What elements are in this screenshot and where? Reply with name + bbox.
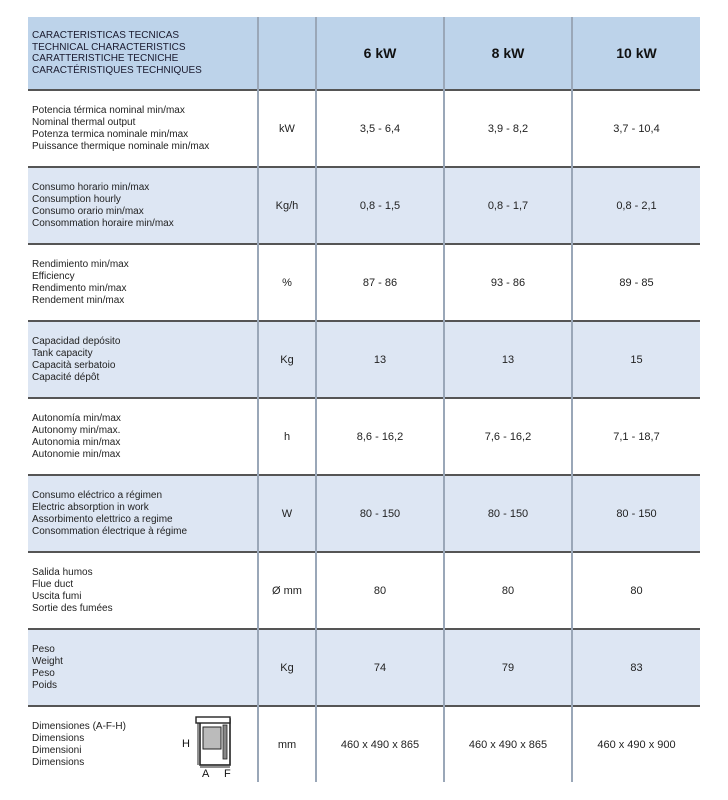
row-value-efficiency-10kw: 89 - 85 bbox=[572, 244, 700, 321]
header-unit-cell bbox=[258, 17, 316, 90]
row-label-line: Uscita fumi bbox=[32, 590, 82, 602]
row-label-line: Efficiency bbox=[32, 270, 75, 282]
row-label-line: Rendement min/max bbox=[32, 294, 125, 306]
row-label-line: Autonomie min/max bbox=[32, 448, 121, 460]
row-label-line: Consommation électrique à régime bbox=[32, 525, 188, 537]
table-row-tank-capacity bbox=[28, 321, 700, 398]
row-label-line: Flue duct bbox=[32, 578, 74, 590]
row-value-efficiency-6kw: 87 - 86 bbox=[316, 244, 444, 321]
row-value-autonomy-10kw: 7,1 - 18,7 bbox=[572, 398, 700, 475]
table-row-efficiency bbox=[28, 244, 700, 321]
technical-characteristics-sheet bbox=[28, 17, 700, 782]
row-label-line: Consumo eléctrico a régimen bbox=[32, 489, 163, 501]
row-value-autonomy-6kw: 8,6 - 16,2 bbox=[316, 398, 444, 475]
row-label-line: Poids bbox=[32, 679, 58, 691]
row-unit-efficiency: % bbox=[258, 244, 316, 321]
header-title-fr: CARACTÉRISTIQUES TECHNIQUES bbox=[32, 64, 202, 76]
row-label-line: Consumption hourly bbox=[32, 193, 121, 205]
row-unit-tank-capacity: Kg bbox=[258, 321, 316, 398]
spec-table bbox=[28, 17, 700, 782]
row-label-line: Consumo horario min/max bbox=[32, 181, 150, 193]
row-label-line: Rendimento min/max bbox=[32, 282, 127, 294]
table-row-hourly-consumption bbox=[28, 167, 700, 244]
row-value-thermal-output-6kw: 3,5 - 6,4 bbox=[316, 90, 444, 167]
row-label-line: Consommation horaire min/max bbox=[32, 217, 174, 229]
row-label-hourly-consumption bbox=[28, 167, 258, 244]
row-label-thermal-output bbox=[28, 90, 258, 167]
row-value-weight-10kw: 83 bbox=[572, 629, 700, 706]
row-value-thermal-output-8kw: 3,9 - 8,2 bbox=[444, 90, 572, 167]
row-value-dimensions-8kw: 460 x 490 x 865 bbox=[444, 706, 572, 782]
row-value-tank-capacity-8kw: 13 bbox=[444, 321, 572, 398]
row-unit-flue-duct: Ø mm bbox=[258, 552, 316, 629]
row-label-line: Autonomy min/max. bbox=[32, 424, 121, 436]
table-row-dimensions bbox=[28, 706, 700, 782]
row-label-line: Salida humos bbox=[32, 566, 93, 578]
row-value-thermal-output-10kw: 3,7 - 10,4 bbox=[572, 90, 700, 167]
table-header-row bbox=[28, 17, 700, 90]
row-label-weight bbox=[28, 629, 258, 706]
row-value-hourly-consumption-8kw: 0,8 - 1,7 bbox=[444, 167, 572, 244]
row-label-line: Autonomia min/max bbox=[32, 436, 121, 448]
row-value-weight-8kw: 79 bbox=[444, 629, 572, 706]
row-label-line: Capacidad depósito bbox=[32, 335, 121, 347]
header-title-en: TECHNICAL CHARACTERISTICS bbox=[32, 41, 186, 53]
row-value-dimensions-6kw: 460 x 490 x 865 bbox=[316, 706, 444, 782]
row-unit-thermal-output: kW bbox=[258, 90, 316, 167]
row-value-electric-absorption-8kw: 80 - 150 bbox=[444, 475, 572, 552]
row-label-tank-capacity bbox=[28, 321, 258, 398]
row-value-hourly-consumption-6kw: 0,8 - 1,5 bbox=[316, 167, 444, 244]
row-label-line: Electric absorption in work bbox=[32, 501, 149, 513]
stove-dimensions-diagram bbox=[176, 715, 246, 777]
row-label-line: Consumo orario min/max bbox=[32, 205, 144, 217]
row-value-electric-absorption-10kw: 80 - 150 bbox=[572, 475, 700, 552]
header-model-10kw: 10 kW bbox=[572, 17, 700, 90]
row-label-flue-duct bbox=[28, 552, 258, 629]
row-label-line: Capacità serbatoio bbox=[32, 359, 116, 371]
header-model-8kw: 8 kW bbox=[444, 17, 572, 90]
row-value-flue-duct-8kw: 80 bbox=[444, 552, 572, 629]
row-label-line: Puissance thermique nominale min/max bbox=[32, 140, 210, 152]
height-label: H bbox=[182, 738, 190, 750]
row-value-flue-duct-6kw: 80 bbox=[316, 552, 444, 629]
row-label-efficiency bbox=[28, 244, 258, 321]
width-label: A bbox=[202, 768, 210, 777]
row-label-line: Autonomía min/max bbox=[32, 412, 121, 424]
row-label-autonomy bbox=[28, 398, 258, 475]
row-label-line: Peso bbox=[32, 643, 55, 655]
row-label-dimensions bbox=[28, 706, 258, 782]
row-label-line: Dimensioni bbox=[32, 744, 82, 756]
table-row-weight bbox=[28, 629, 700, 706]
row-value-dimensions-10kw: 460 x 490 x 900 bbox=[572, 706, 700, 782]
row-label-line: Capacité dépôt bbox=[32, 371, 100, 383]
row-label-electric-absorption bbox=[28, 475, 258, 552]
depth-label: F bbox=[224, 768, 231, 777]
row-label-line: Tank capacity bbox=[32, 347, 93, 359]
row-label-line: Dimensions bbox=[32, 732, 85, 744]
row-label-line: Potencia térmica nominal min/max bbox=[32, 104, 185, 116]
row-value-electric-absorption-6kw: 80 - 150 bbox=[316, 475, 444, 552]
header-title-it: CARATTERISTICHE TECNICHE bbox=[32, 53, 179, 64]
row-unit-electric-absorption: W bbox=[258, 475, 316, 552]
row-value-weight-6kw: 74 bbox=[316, 629, 444, 706]
row-label-line: Dimensiones (A-F-H) bbox=[32, 720, 126, 732]
row-unit-weight: Kg bbox=[258, 629, 316, 706]
header-title-es: CARACTERISTICAS TECNICAS bbox=[32, 30, 180, 41]
table-row-thermal-output bbox=[28, 90, 700, 167]
row-value-flue-duct-10kw: 80 bbox=[572, 552, 700, 629]
row-unit-dimensions: mm bbox=[258, 706, 316, 782]
header-title bbox=[28, 17, 258, 90]
row-value-tank-capacity-6kw: 13 bbox=[316, 321, 444, 398]
row-unit-hourly-consumption: Kg/h bbox=[258, 167, 316, 244]
header-model-6kw: 6 kW bbox=[316, 17, 444, 90]
row-label-line: Dimensions bbox=[32, 756, 85, 768]
table-row-flue-duct bbox=[28, 552, 700, 629]
row-unit-autonomy: h bbox=[258, 398, 316, 475]
row-label-line: Sortie des fumées bbox=[32, 602, 113, 614]
row-label-line: Peso bbox=[32, 667, 55, 679]
table-row-electric-absorption bbox=[28, 475, 700, 552]
row-label-line: Potenza termica nominale min/max bbox=[32, 128, 189, 140]
row-label-line: Nominal thermal output bbox=[32, 116, 136, 128]
row-value-hourly-consumption-10kw: 0,8 - 2,1 bbox=[572, 167, 700, 244]
row-label-line: Rendimiento min/max bbox=[32, 258, 129, 270]
row-label-line: Weight bbox=[32, 655, 63, 667]
row-value-tank-capacity-10kw: 15 bbox=[572, 321, 700, 398]
stove-outline-icon bbox=[176, 715, 246, 777]
table-row-autonomy bbox=[28, 398, 700, 475]
row-label-line: Assorbimento elettrico a regime bbox=[32, 513, 173, 525]
row-value-autonomy-8kw: 7,6 - 16,2 bbox=[444, 398, 572, 475]
row-value-efficiency-8kw: 93 - 86 bbox=[444, 244, 572, 321]
